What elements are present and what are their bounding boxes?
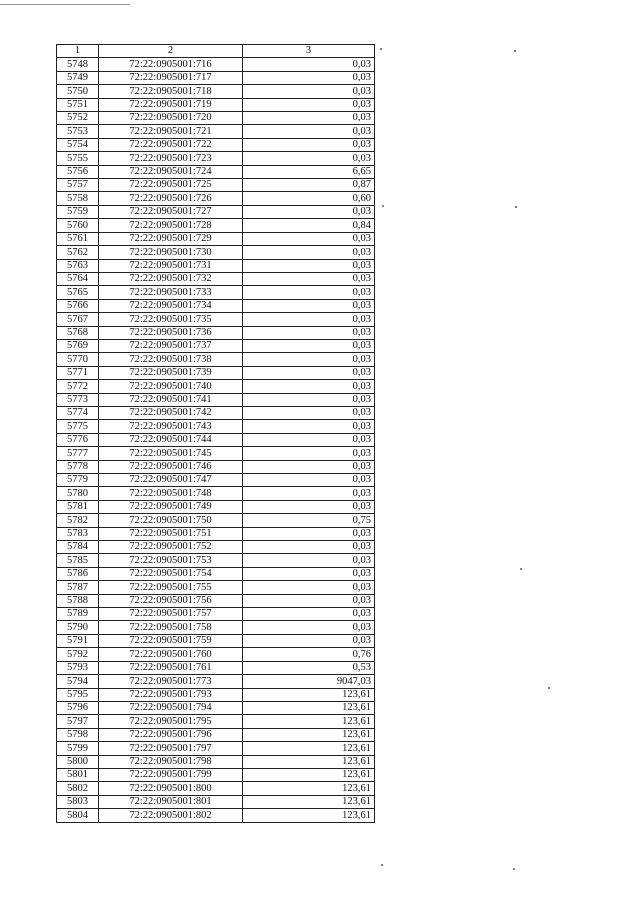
column-header-cadastral: 2 bbox=[99, 45, 243, 58]
table-row bbox=[57, 782, 375, 795]
page-top-rule bbox=[0, 4, 130, 5]
table-row bbox=[57, 313, 375, 326]
table-row bbox=[57, 433, 375, 446]
area-value: 0,03 bbox=[243, 85, 375, 98]
row-number: 5748 bbox=[57, 58, 99, 71]
cadastral-number: 72:22:0905001:719 bbox=[99, 98, 243, 111]
area-value: 0,03 bbox=[243, 138, 375, 151]
cadastral-number: 72:22:0905001:743 bbox=[99, 420, 243, 433]
cadastral-number: 72:22:0905001:759 bbox=[99, 634, 243, 647]
area-value: 0,03 bbox=[243, 326, 375, 339]
table-row bbox=[57, 648, 375, 661]
cadastral-number: 72:22:0905001:742 bbox=[99, 406, 243, 419]
table-row bbox=[57, 339, 375, 352]
cadastral-number: 72:22:0905001:717 bbox=[99, 71, 243, 84]
area-value: 0,03 bbox=[243, 246, 375, 259]
scan-speck bbox=[515, 206, 517, 208]
cadastral-number: 72:22:0905001:758 bbox=[99, 621, 243, 634]
cadastral-number: 72:22:0905001:760 bbox=[99, 648, 243, 661]
row-number: 5759 bbox=[57, 205, 99, 218]
row-number: 5771 bbox=[57, 366, 99, 379]
area-value: 0,03 bbox=[243, 460, 375, 473]
table-row bbox=[57, 541, 375, 554]
row-number: 5803 bbox=[57, 795, 99, 808]
cadastral-number: 72:22:0905001:716 bbox=[99, 58, 243, 71]
area-value: 0,03 bbox=[243, 487, 375, 500]
table-row bbox=[57, 500, 375, 513]
cadastral-number: 72:22:0905001:746 bbox=[99, 460, 243, 473]
cadastral-number: 72:22:0905001:800 bbox=[99, 782, 243, 795]
area-value: 0,53 bbox=[243, 661, 375, 674]
area-value: 0,03 bbox=[243, 366, 375, 379]
table-row bbox=[57, 688, 375, 701]
row-number: 5787 bbox=[57, 581, 99, 594]
cadastral-number: 72:22:0905001:796 bbox=[99, 728, 243, 741]
area-value: 0,03 bbox=[243, 474, 375, 487]
row-number: 5786 bbox=[57, 567, 99, 580]
table-row bbox=[57, 460, 375, 473]
table-row bbox=[57, 353, 375, 366]
table-row bbox=[57, 634, 375, 647]
table-row bbox=[57, 380, 375, 393]
row-number: 5757 bbox=[57, 179, 99, 192]
row-number: 5764 bbox=[57, 272, 99, 285]
table-row bbox=[57, 742, 375, 755]
area-value: 123,61 bbox=[243, 809, 375, 822]
table-row bbox=[57, 661, 375, 674]
table-row bbox=[57, 701, 375, 714]
row-number: 5773 bbox=[57, 393, 99, 406]
cadastral-number: 72:22:0905001:799 bbox=[99, 768, 243, 781]
area-value: 0,03 bbox=[243, 581, 375, 594]
table-row bbox=[57, 768, 375, 781]
table-row bbox=[57, 728, 375, 741]
cadastral-number: 72:22:0905001:795 bbox=[99, 715, 243, 728]
cadastral-number: 72:22:0905001:741 bbox=[99, 393, 243, 406]
row-number: 5800 bbox=[57, 755, 99, 768]
table-row bbox=[57, 259, 375, 272]
area-value: 0,03 bbox=[243, 313, 375, 326]
area-value: 0,03 bbox=[243, 567, 375, 580]
scan-speck bbox=[513, 868, 515, 870]
table-row bbox=[57, 487, 375, 500]
cadastral-number: 72:22:0905001:737 bbox=[99, 339, 243, 352]
table-row bbox=[57, 715, 375, 728]
table-row bbox=[57, 219, 375, 232]
table-row bbox=[57, 232, 375, 245]
table-row bbox=[57, 795, 375, 808]
table-row bbox=[57, 393, 375, 406]
table-row bbox=[57, 98, 375, 111]
row-number: 5776 bbox=[57, 433, 99, 446]
row-number: 5760 bbox=[57, 219, 99, 232]
table-row bbox=[57, 621, 375, 634]
cadastral-number: 72:22:0905001:729 bbox=[99, 232, 243, 245]
row-number: 5792 bbox=[57, 648, 99, 661]
area-value: 123,61 bbox=[243, 755, 375, 768]
cadastral-number: 72:22:0905001:755 bbox=[99, 581, 243, 594]
row-number: 5766 bbox=[57, 299, 99, 312]
row-number: 5794 bbox=[57, 675, 99, 688]
area-value: 0,03 bbox=[243, 634, 375, 647]
cadastral-number: 72:22:0905001:732 bbox=[99, 272, 243, 285]
area-value: 123,61 bbox=[243, 701, 375, 714]
area-value: 0,84 bbox=[243, 219, 375, 232]
area-value: 0,03 bbox=[243, 286, 375, 299]
cadastral-number: 72:22:0905001:749 bbox=[99, 500, 243, 513]
scan-speck bbox=[380, 48, 382, 50]
area-value: 0,03 bbox=[243, 554, 375, 567]
registry-table bbox=[56, 44, 375, 823]
area-value: 0,03 bbox=[243, 541, 375, 554]
cadastral-number: 72:22:0905001:773 bbox=[99, 675, 243, 688]
table-body bbox=[57, 58, 375, 822]
area-value: 0,03 bbox=[243, 433, 375, 446]
cadastral-number: 72:22:0905001:739 bbox=[99, 366, 243, 379]
cadastral-number: 72:22:0905001:802 bbox=[99, 809, 243, 822]
area-value: 0,03 bbox=[243, 406, 375, 419]
cadastral-number: 72:22:0905001:794 bbox=[99, 701, 243, 714]
table-row bbox=[57, 675, 375, 688]
cadastral-number: 72:22:0905001:720 bbox=[99, 112, 243, 125]
cadastral-number: 72:22:0905001:752 bbox=[99, 541, 243, 554]
row-number: 5762 bbox=[57, 246, 99, 259]
table-row bbox=[57, 125, 375, 138]
cadastral-number: 72:22:0905001:723 bbox=[99, 152, 243, 165]
area-value: 123,61 bbox=[243, 742, 375, 755]
row-number: 5761 bbox=[57, 232, 99, 245]
cadastral-number: 72:22:0905001:751 bbox=[99, 527, 243, 540]
area-value: 0,03 bbox=[243, 621, 375, 634]
table-row bbox=[57, 581, 375, 594]
table-row bbox=[57, 809, 375, 822]
row-number: 5770 bbox=[57, 353, 99, 366]
cadastral-number: 72:22:0905001:725 bbox=[99, 179, 243, 192]
scan-speck bbox=[514, 50, 516, 52]
area-value: 0,03 bbox=[243, 447, 375, 460]
cadastral-number: 72:22:0905001:724 bbox=[99, 165, 243, 178]
row-number: 5796 bbox=[57, 701, 99, 714]
cadastral-number: 72:22:0905001:718 bbox=[99, 85, 243, 98]
row-number: 5752 bbox=[57, 112, 99, 125]
table-row bbox=[57, 447, 375, 460]
cadastral-number: 72:22:0905001:740 bbox=[99, 380, 243, 393]
area-value: 0,03 bbox=[243, 420, 375, 433]
cadastral-number: 72:22:0905001:722 bbox=[99, 138, 243, 151]
row-number: 5804 bbox=[57, 809, 99, 822]
row-number: 5782 bbox=[57, 514, 99, 527]
table-row bbox=[57, 58, 375, 71]
table-row bbox=[57, 179, 375, 192]
scan-speck bbox=[520, 568, 522, 570]
row-number: 5751 bbox=[57, 98, 99, 111]
row-number: 5774 bbox=[57, 406, 99, 419]
area-value: 0,03 bbox=[243, 527, 375, 540]
area-value: 0,03 bbox=[243, 152, 375, 165]
cadastral-number: 72:22:0905001:745 bbox=[99, 447, 243, 460]
row-number: 5749 bbox=[57, 71, 99, 84]
row-number: 5777 bbox=[57, 447, 99, 460]
row-number: 5772 bbox=[57, 380, 99, 393]
area-value: 123,61 bbox=[243, 728, 375, 741]
cadastral-number: 72:22:0905001:753 bbox=[99, 554, 243, 567]
cadastral-number: 72:22:0905001:801 bbox=[99, 795, 243, 808]
table-row bbox=[57, 246, 375, 259]
area-value: 0,03 bbox=[243, 353, 375, 366]
table-row bbox=[57, 152, 375, 165]
table-row bbox=[57, 474, 375, 487]
row-number: 5750 bbox=[57, 85, 99, 98]
row-number: 5769 bbox=[57, 339, 99, 352]
row-number: 5778 bbox=[57, 460, 99, 473]
cadastral-number: 72:22:0905001:744 bbox=[99, 433, 243, 446]
area-value: 123,61 bbox=[243, 688, 375, 701]
row-number: 5763 bbox=[57, 259, 99, 272]
area-value: 0,03 bbox=[243, 71, 375, 84]
row-number: 5802 bbox=[57, 782, 99, 795]
row-number: 5753 bbox=[57, 125, 99, 138]
row-number: 5784 bbox=[57, 541, 99, 554]
cadastral-number: 72:22:0905001:726 bbox=[99, 192, 243, 205]
area-value: 0,76 bbox=[243, 648, 375, 661]
row-number: 5788 bbox=[57, 594, 99, 607]
table-row bbox=[57, 366, 375, 379]
cadastral-number: 72:22:0905001:756 bbox=[99, 594, 243, 607]
row-number: 5775 bbox=[57, 420, 99, 433]
area-value: 6,65 bbox=[243, 165, 375, 178]
table-row bbox=[57, 514, 375, 527]
table-row bbox=[57, 165, 375, 178]
cadastral-number: 72:22:0905001:750 bbox=[99, 514, 243, 527]
row-number: 5791 bbox=[57, 634, 99, 647]
area-value: 123,61 bbox=[243, 715, 375, 728]
table-row bbox=[57, 326, 375, 339]
table-row bbox=[57, 527, 375, 540]
row-number: 5793 bbox=[57, 661, 99, 674]
table-row bbox=[57, 567, 375, 580]
area-value: 0,03 bbox=[243, 125, 375, 138]
table-row bbox=[57, 420, 375, 433]
cadastral-number: 72:22:0905001:731 bbox=[99, 259, 243, 272]
area-value: 0,03 bbox=[243, 205, 375, 218]
area-value: 0,03 bbox=[243, 594, 375, 607]
table-row bbox=[57, 406, 375, 419]
row-number: 5755 bbox=[57, 152, 99, 165]
registry-table-container bbox=[56, 44, 374, 823]
row-number: 5790 bbox=[57, 621, 99, 634]
cadastral-number: 72:22:0905001:721 bbox=[99, 125, 243, 138]
row-number: 5781 bbox=[57, 500, 99, 513]
table-header-row bbox=[57, 45, 375, 58]
area-value: 0,03 bbox=[243, 58, 375, 71]
table-row bbox=[57, 594, 375, 607]
cadastral-number: 72:22:0905001:733 bbox=[99, 286, 243, 299]
area-value: 0,03 bbox=[243, 380, 375, 393]
cadastral-number: 72:22:0905001:757 bbox=[99, 608, 243, 621]
cadastral-number: 72:22:0905001:734 bbox=[99, 299, 243, 312]
area-value: 0,03 bbox=[243, 500, 375, 513]
cadastral-number: 72:22:0905001:747 bbox=[99, 474, 243, 487]
cadastral-number: 72:22:0905001:735 bbox=[99, 313, 243, 326]
row-number: 5798 bbox=[57, 728, 99, 741]
cadastral-number: 72:22:0905001:761 bbox=[99, 661, 243, 674]
area-value: 0,03 bbox=[243, 339, 375, 352]
row-number: 5758 bbox=[57, 192, 99, 205]
cadastral-number: 72:22:0905001:727 bbox=[99, 205, 243, 218]
area-value: 0,87 bbox=[243, 179, 375, 192]
table-row bbox=[57, 138, 375, 151]
area-value: 0,03 bbox=[243, 299, 375, 312]
row-number: 5799 bbox=[57, 742, 99, 755]
cadastral-number: 72:22:0905001:748 bbox=[99, 487, 243, 500]
row-number: 5801 bbox=[57, 768, 99, 781]
table-row bbox=[57, 71, 375, 84]
cadastral-number: 72:22:0905001:730 bbox=[99, 246, 243, 259]
area-value: 0,75 bbox=[243, 514, 375, 527]
column-header-value: 3 bbox=[243, 45, 375, 58]
cadastral-number: 72:22:0905001:738 bbox=[99, 353, 243, 366]
scan-speck bbox=[382, 205, 384, 207]
row-number: 5789 bbox=[57, 608, 99, 621]
row-number: 5797 bbox=[57, 715, 99, 728]
area-value: 9047,03 bbox=[243, 675, 375, 688]
table-row bbox=[57, 205, 375, 218]
area-value: 123,61 bbox=[243, 795, 375, 808]
table-row bbox=[57, 299, 375, 312]
table-row bbox=[57, 755, 375, 768]
row-number: 5785 bbox=[57, 554, 99, 567]
table-row bbox=[57, 608, 375, 621]
table-row bbox=[57, 554, 375, 567]
row-number: 5767 bbox=[57, 313, 99, 326]
area-value: 0,03 bbox=[243, 393, 375, 406]
cadastral-number: 72:22:0905001:793 bbox=[99, 688, 243, 701]
area-value: 0,03 bbox=[243, 608, 375, 621]
area-value: 0,03 bbox=[243, 272, 375, 285]
table-row bbox=[57, 85, 375, 98]
row-number: 5795 bbox=[57, 688, 99, 701]
area-value: 123,61 bbox=[243, 782, 375, 795]
area-value: 0,03 bbox=[243, 98, 375, 111]
row-number: 5756 bbox=[57, 165, 99, 178]
row-number: 5779 bbox=[57, 474, 99, 487]
scan-speck bbox=[548, 687, 550, 689]
row-number: 5783 bbox=[57, 527, 99, 540]
row-number: 5754 bbox=[57, 138, 99, 151]
table-row bbox=[57, 272, 375, 285]
area-value: 0,03 bbox=[243, 112, 375, 125]
cadastral-number: 72:22:0905001:798 bbox=[99, 755, 243, 768]
cadastral-number: 72:22:0905001:736 bbox=[99, 326, 243, 339]
column-header-number: 1 bbox=[57, 45, 99, 58]
area-value: 0,03 bbox=[243, 259, 375, 272]
row-number: 5780 bbox=[57, 487, 99, 500]
row-number: 5765 bbox=[57, 286, 99, 299]
scan-speck bbox=[381, 864, 383, 866]
cadastral-number: 72:22:0905001:754 bbox=[99, 567, 243, 580]
cadastral-number: 72:22:0905001:797 bbox=[99, 742, 243, 755]
table-row bbox=[57, 112, 375, 125]
area-value: 0,03 bbox=[243, 232, 375, 245]
area-value: 0,60 bbox=[243, 192, 375, 205]
table-row bbox=[57, 286, 375, 299]
table-row bbox=[57, 192, 375, 205]
area-value: 123,61 bbox=[243, 768, 375, 781]
row-number: 5768 bbox=[57, 326, 99, 339]
cadastral-number: 72:22:0905001:728 bbox=[99, 219, 243, 232]
